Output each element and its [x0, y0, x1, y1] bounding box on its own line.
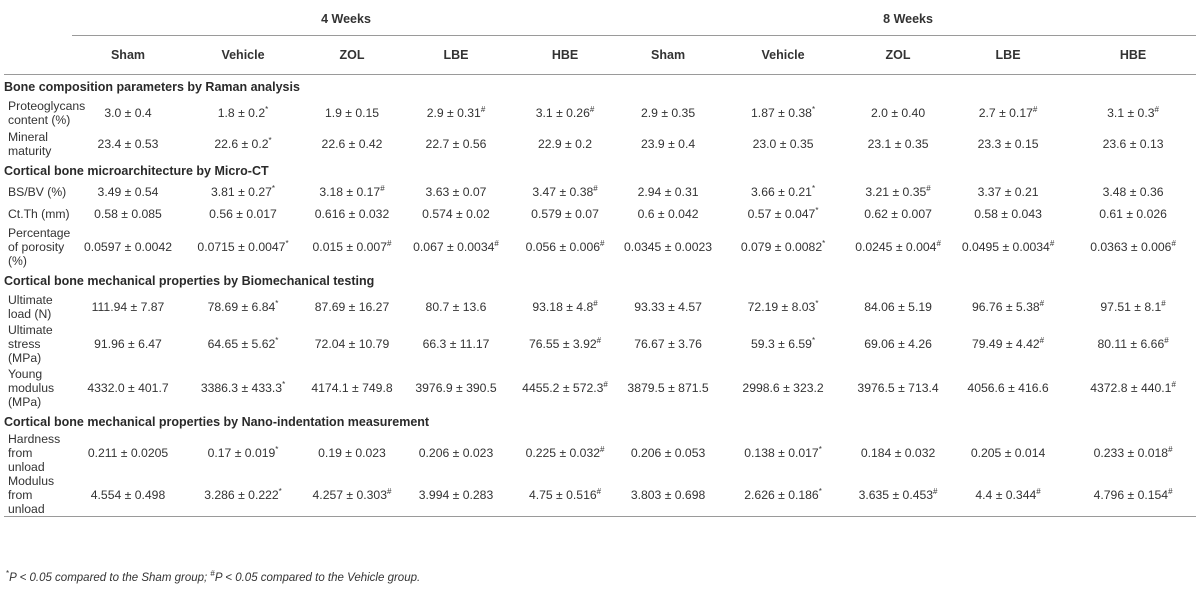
table-cell — [402, 432, 510, 474]
significance-mark: # — [387, 486, 392, 496]
table-cell — [184, 322, 302, 366]
cell-value: 0.205 ± 0.014 — [970, 446, 1046, 460]
significance-mark: * — [275, 335, 279, 345]
cell-value: 0.225 ± 0.032 — [525, 446, 601, 460]
group-header-hbe-4w: HBE — [510, 36, 620, 75]
table-row — [4, 432, 1196, 474]
table-cell — [302, 432, 402, 474]
cell-value: 0.0495 ± 0.0034 — [961, 240, 1050, 254]
cell-value: 3.49 ± 0.54 — [97, 185, 159, 199]
table-cell — [510, 225, 620, 269]
cell-value: 96.76 ± 5.38 — [971, 299, 1040, 314]
significance-mark: # — [603, 379, 608, 389]
cell-value: 1.9 ± 0.15 — [324, 105, 380, 120]
table-cell — [402, 128, 510, 159]
section-title: Cortical bone mechanical properties by Biomechanical testing — [4, 274, 375, 288]
significance-mark: # — [596, 486, 602, 496]
cell-value: 0.0345 ± 0.0023 — [624, 240, 713, 254]
cell-value: 4.75 ± 0.516 — [528, 488, 597, 502]
cell-value: 2.94 ± 0.31 — [637, 185, 699, 199]
cell-value: 4455.2 ± 572.3 — [522, 381, 604, 395]
cell-value: 0.19 ± 0.023 — [318, 446, 386, 460]
significance-mark: # — [1036, 486, 1041, 496]
table-cell — [620, 203, 716, 225]
significance-mark: * — [282, 379, 286, 389]
cell-value: 4.796 ± 0.154 — [1093, 488, 1169, 502]
table-cell — [72, 366, 184, 410]
table-cell — [1070, 366, 1196, 410]
cell-value: 22.6 ± 0.42 — [321, 136, 383, 151]
cell-value: 4056.6 ± 416.6 — [967, 381, 1049, 395]
row-label: Ultimate stress (MPa) — [8, 323, 53, 365]
cell-value: 0.206 ± 0.053 — [630, 446, 706, 460]
cell-value: 3.286 ± 0.222 — [204, 488, 279, 502]
cell-value: 1.8 ± 0.2 — [217, 105, 266, 120]
significance-mark: * — [275, 444, 279, 454]
table-cell — [510, 128, 620, 159]
section-header-row — [4, 410, 1196, 432]
cell-value: 3.1 ± 0.3 — [1107, 105, 1155, 120]
cell-value: 93.18 ± 4.8 — [532, 299, 594, 314]
cell-value: 66.3 ± 11.17 — [422, 337, 490, 351]
cell-value: 3.47 ± 0.38 — [532, 185, 594, 199]
cell-value: 87.69 ± 16.27 — [314, 299, 390, 314]
significance-mark: * — [811, 183, 816, 193]
table-cell — [850, 225, 946, 269]
table-cell — [716, 366, 850, 410]
cell-value: 3.0 ± 0.4 — [104, 105, 152, 120]
cell-value: 3.81 ± 0.27 — [210, 185, 272, 199]
table-cell — [72, 291, 184, 322]
table-cell — [510, 474, 620, 517]
cell-value: 4372.8 ± 440.1 — [1090, 381, 1172, 395]
cell-value: 3.48 ± 0.36 — [1102, 185, 1164, 199]
row-label: BS/BV (%) — [8, 185, 67, 199]
cell-value: 4.4 ± 0.344 — [975, 488, 1037, 502]
cell-value: 0.056 ± 0.006 — [525, 240, 601, 254]
significance-mark: # — [1154, 104, 1159, 114]
corner-cell — [4, 3, 72, 36]
significance-mark: * — [811, 104, 816, 114]
table-cell — [402, 366, 510, 410]
table-cell — [1070, 181, 1196, 203]
significance-mark: # — [1039, 298, 1045, 308]
cell-value: 0.0597 ± 0.0042 — [83, 240, 172, 254]
table-cell — [946, 225, 1070, 269]
cell-value: 0.0245 ± 0.004 — [855, 240, 937, 254]
significance-mark: # — [593, 298, 598, 308]
week-header-8: 8 Weeks — [620, 3, 1196, 36]
table-cell — [402, 203, 510, 225]
cell-value: 3976.5 ± 713.4 — [857, 381, 939, 395]
table-row — [4, 128, 1196, 159]
significance-mark: # — [380, 183, 385, 193]
table-cell — [850, 203, 946, 225]
cell-value: 2.0 ± 0.40 — [870, 105, 926, 120]
significance-mark: * — [271, 183, 276, 193]
row-label: Percentage of porosity (%) — [8, 226, 71, 268]
cell-value: 72.04 ± 10.79 — [314, 337, 390, 351]
row-label: Ultimate load (N) — [8, 292, 53, 321]
cell-value: 2.7 ± 0.17 — [978, 105, 1033, 120]
cell-value: 0.0363 ± 0.006 — [1090, 240, 1172, 254]
cell-value: 91.96 ± 6.47 — [94, 337, 162, 351]
cell-value: 0.61 ± 0.026 — [1099, 207, 1167, 221]
cell-value: 3.18 ± 0.17 — [319, 185, 381, 199]
table-cell — [184, 432, 302, 474]
cell-value: 0.0715 ± 0.0047 — [197, 240, 286, 254]
cell-value: 97.51 ± 8.1 — [1100, 299, 1162, 314]
cell-value: 23.3 ± 0.15 — [977, 136, 1039, 151]
table-cell — [620, 366, 716, 410]
cell-value: 0.067 ± 0.0034 — [413, 240, 495, 254]
group-header-zol-8w: ZOL — [850, 36, 946, 75]
table-body — [4, 75, 1196, 517]
week-header-row — [4, 3, 1196, 36]
table-cell — [402, 225, 510, 269]
table-cell — [184, 203, 302, 225]
table-cell — [716, 432, 850, 474]
table-row — [4, 181, 1196, 203]
significance-mark: * — [815, 205, 819, 215]
cell-value: 3.1 ± 0.26 — [535, 105, 590, 120]
table-row — [4, 225, 1196, 269]
cell-value: 2.9 ± 0.35 — [640, 105, 696, 120]
table-cell — [620, 128, 716, 159]
table-cell — [302, 322, 402, 366]
cell-value: 0.62 ± 0.007 — [864, 207, 932, 221]
section-title: Cortical bone microarchitecture by Micro-CT — [4, 164, 269, 178]
table-cell — [620, 432, 716, 474]
cell-value: 4.257 ± 0.303 — [312, 488, 387, 502]
cell-value: 3.21 ± 0.35 — [865, 185, 927, 199]
footnote-star-mark: * — [6, 569, 10, 579]
table-cell — [184, 474, 302, 517]
table-cell — [402, 181, 510, 203]
significance-mark: * — [278, 486, 282, 496]
cell-value: 2.9 ± 0.31 — [426, 105, 481, 120]
cell-value: 0.138 ± 0.017 — [744, 446, 819, 460]
table-cell — [716, 291, 850, 322]
table-cell — [302, 225, 402, 269]
group-header-lbe-8w: LBE — [946, 36, 1070, 75]
significance-mark: * — [265, 104, 269, 114]
table-cell — [72, 322, 184, 366]
corner-cell — [4, 36, 72, 75]
table-cell — [946, 366, 1070, 410]
cell-value: 76.67 ± 3.76 — [634, 337, 702, 351]
significance-mark: # — [1168, 444, 1173, 454]
cell-value: 4332.0 ± 401.7 — [87, 381, 169, 395]
table-cell — [72, 432, 184, 474]
table-cell — [184, 366, 302, 410]
table-cell — [1070, 474, 1196, 517]
table-cell — [620, 97, 716, 128]
cell-value: 3.803 ± 0.698 — [630, 488, 706, 502]
group-header-vehicle-8w: Vehicle — [716, 36, 850, 75]
table-cell — [1070, 322, 1196, 366]
footnote-hash-mark: # — [210, 569, 215, 579]
cell-value: 64.65 ± 5.62 — [207, 337, 276, 351]
significance-mark: # — [1161, 298, 1166, 308]
significance-mark: * — [268, 135, 272, 145]
table-cell — [620, 225, 716, 269]
section-header-row — [4, 159, 1196, 181]
table-cell — [402, 322, 510, 366]
significance-mark: # — [593, 183, 598, 193]
table-cell — [510, 322, 620, 366]
table-cell — [850, 474, 946, 517]
table-cell — [716, 97, 850, 128]
table-cell — [1070, 225, 1196, 269]
group-header-row — [4, 36, 1196, 75]
cell-value: 3386.3 ± 433.3 — [200, 381, 283, 395]
table-cell — [302, 203, 402, 225]
table-row — [4, 474, 1196, 517]
table-cell — [302, 181, 402, 203]
significance-mark: # — [1168, 486, 1173, 496]
table-cell — [1070, 291, 1196, 322]
section-header-row — [4, 75, 1196, 98]
significance-mark: # — [600, 238, 605, 248]
cell-value: 3.994 ± 0.283 — [418, 488, 494, 502]
group-header-zol-4w: ZOL — [302, 36, 402, 75]
week-header-4: 4 Weeks — [72, 3, 620, 36]
table-cell — [302, 474, 402, 517]
results-table — [4, 3, 1196, 517]
cell-value: 0.57 ± 0.047 — [747, 207, 816, 221]
table-cell — [850, 97, 946, 128]
table-cell — [946, 432, 1070, 474]
table-cell — [72, 225, 184, 269]
table-cell — [620, 291, 716, 322]
section-header-row — [4, 269, 1196, 291]
significance-mark: * — [811, 335, 816, 345]
cell-value: 3.63 ± 0.07 — [425, 185, 487, 199]
table-cell — [510, 203, 620, 225]
cell-value: 0.211 ± 0.0205 — [87, 446, 169, 460]
table-cell — [72, 203, 184, 225]
table-cell — [302, 97, 402, 128]
group-header-sham-8w: Sham — [620, 36, 716, 75]
table-cell — [184, 97, 302, 128]
cell-value: 0.184 ± 0.032 — [860, 446, 936, 460]
table-cell — [716, 203, 850, 225]
cell-value: 0.015 ± 0.007 — [312, 240, 387, 254]
table-cell — [946, 474, 1070, 517]
table-cell — [402, 474, 510, 517]
table-cell — [302, 291, 402, 322]
table-cell — [184, 181, 302, 203]
cell-value: 23.0 ± 0.35 — [752, 136, 814, 151]
row-label: Modulus from unload — [4, 474, 72, 517]
significance-mark: # — [1164, 335, 1169, 345]
table-cell — [946, 291, 1070, 322]
significance-mark: # — [933, 486, 938, 496]
cell-value: 78.69 ± 6.84 — [207, 299, 276, 314]
significance-mark: # — [1039, 335, 1045, 345]
cell-value: 0.079 ± 0.0082 — [740, 240, 823, 254]
cell-value: 23.9 ± 0.4 — [640, 136, 696, 151]
significance-mark: # — [600, 444, 605, 454]
cell-value: 0.574 ± 0.02 — [422, 207, 490, 221]
cell-value: 3.66 ± 0.21 — [751, 185, 812, 199]
table-cell — [946, 203, 1070, 225]
table-cell — [620, 474, 716, 517]
significance-mark: * — [275, 298, 279, 308]
significance-mark: # — [1171, 379, 1176, 389]
table-cell — [72, 181, 184, 203]
table-cell — [1070, 128, 1196, 159]
table-cell — [1070, 432, 1196, 474]
table-cell — [716, 181, 850, 203]
cell-value: 22.6 ± 0.2 — [214, 136, 269, 151]
cell-value: 93.33 ± 4.57 — [634, 299, 702, 314]
row-label: Hardness from unload — [8, 432, 61, 474]
table-cell — [946, 181, 1070, 203]
significance-mark: * — [815, 298, 819, 308]
table-cell — [510, 291, 620, 322]
significance-mark: # — [589, 104, 595, 114]
table-cell — [716, 322, 850, 366]
group-header-lbe-4w: LBE — [402, 36, 510, 75]
table-row — [4, 366, 1196, 410]
group-header-hbe-8w: HBE — [1070, 36, 1196, 75]
cell-value: 3.635 ± 0.453 — [858, 488, 934, 502]
table-cell — [716, 474, 850, 517]
cell-value: 0.6 ± 0.042 — [637, 207, 699, 221]
table-cell — [510, 181, 620, 203]
cell-value: 23.6 ± 0.13 — [1102, 136, 1164, 151]
cell-value: 0.206 ± 0.023 — [418, 446, 494, 460]
table-cell — [402, 97, 510, 128]
cell-value: 4.554 ± 0.498 — [90, 488, 166, 502]
cell-value: 0.58 ± 0.085 — [94, 207, 162, 221]
table-cell — [510, 97, 620, 128]
cell-value: 0.17 ± 0.019 — [207, 446, 276, 460]
table-cell — [716, 225, 850, 269]
cell-value: 76.55 ± 3.92 — [528, 337, 597, 351]
footnote — [6, 569, 421, 584]
footnote-text-1: P < 0.05 compared to the Sham group; — [9, 572, 211, 584]
significance-mark: # — [1171, 238, 1176, 248]
cell-value: 0.616 ± 0.032 — [314, 207, 390, 221]
table-cell — [302, 366, 402, 410]
cell-value: 80.7 ± 13.6 — [425, 299, 487, 314]
cell-value: 0.233 ± 0.018 — [1093, 446, 1169, 460]
row-label: Ct.Th (mm) — [8, 207, 70, 221]
significance-mark: * — [285, 238, 289, 248]
group-header-sham-4w: Sham — [72, 36, 184, 75]
table-cell — [850, 432, 946, 474]
table-cell — [402, 291, 510, 322]
table-cell — [946, 128, 1070, 159]
table-cell — [302, 128, 402, 159]
table-cell — [1070, 203, 1196, 225]
results-table-container — [4, 3, 1196, 517]
table-row — [4, 97, 1196, 128]
significance-mark: # — [936, 238, 941, 248]
cell-value: 3.37 ± 0.21 — [977, 185, 1039, 199]
table-cell — [946, 322, 1070, 366]
row-label: Mineral maturity — [8, 129, 52, 158]
table-cell — [850, 181, 946, 203]
table-row — [4, 322, 1196, 366]
cell-value: 1.87 ± 0.38 — [751, 105, 812, 120]
table-cell — [850, 322, 946, 366]
significance-mark: * — [822, 238, 826, 248]
row-label: Young modulus (MPa) — [8, 367, 55, 409]
table-row — [4, 291, 1196, 322]
table-cell — [946, 97, 1070, 128]
table-cell — [510, 432, 620, 474]
table-cell — [510, 366, 620, 410]
table-cell — [716, 128, 850, 159]
cell-value: 2.626 ± 0.186 — [744, 488, 819, 502]
table-cell — [1070, 97, 1196, 128]
cell-value: 4174.1 ± 749.8 — [311, 381, 393, 395]
cell-value: 0.579 ± 0.07 — [531, 207, 599, 221]
cell-value: 3879.5 ± 871.5 — [627, 381, 709, 395]
significance-mark: # — [596, 335, 602, 345]
table-cell — [850, 128, 946, 159]
section-title: Cortical bone mechanical properties by Nano-indentation measurement — [4, 415, 430, 429]
table-cell — [620, 322, 716, 366]
cell-value: 59.3 ± 6.59 — [751, 337, 812, 351]
significance-mark: # — [1049, 238, 1055, 248]
cell-value: 0.56 ± 0.017 — [209, 207, 277, 221]
table-cell — [850, 366, 946, 410]
significance-mark: # — [926, 183, 931, 193]
cell-value: 79.49 ± 4.42 — [971, 337, 1040, 351]
cell-value: 69.06 ± 4.26 — [864, 337, 932, 351]
table-cell — [620, 181, 716, 203]
table-cell — [850, 291, 946, 322]
row-label: Proteoglycans content (%) — [8, 98, 86, 127]
cell-value: 84.06 ± 5.19 — [864, 299, 932, 314]
significance-mark: # — [480, 104, 486, 114]
significance-mark: * — [818, 444, 822, 454]
table-cell — [184, 128, 302, 159]
cell-value: 23.4 ± 0.53 — [97, 136, 159, 151]
cell-value: 80.11 ± 6.66 — [1097, 337, 1165, 351]
table-cell — [72, 474, 184, 517]
significance-mark: * — [818, 486, 822, 496]
table-cell — [184, 291, 302, 322]
table-cell — [72, 128, 184, 159]
cell-value: 72.19 ± 8.03 — [747, 299, 816, 314]
cell-value: 22.7 ± 0.56 — [425, 136, 487, 151]
table-cell — [184, 225, 302, 269]
cell-value: 22.9 ± 0.2 — [537, 136, 593, 151]
section-title: Bone composition parameters by Raman analysis — [4, 80, 300, 94]
cell-value: 111.94 ± 7.87 — [91, 299, 165, 314]
significance-mark: # — [494, 238, 499, 248]
significance-mark: # — [387, 238, 392, 248]
table-row — [4, 203, 1196, 225]
significance-mark: # — [1032, 104, 1038, 114]
cell-value: 3976.9 ± 390.5 — [415, 381, 497, 395]
cell-value: 0.58 ± 0.043 — [974, 207, 1042, 221]
footnote-text-2: P < 0.05 compared to the Vehicle group. — [214, 572, 421, 584]
table-cell — [72, 97, 184, 128]
cell-value: 2998.6 ± 323.2 — [742, 381, 824, 395]
cell-value: 23.1 ± 0.35 — [867, 136, 929, 151]
group-header-vehicle-4w: Vehicle — [184, 36, 302, 75]
